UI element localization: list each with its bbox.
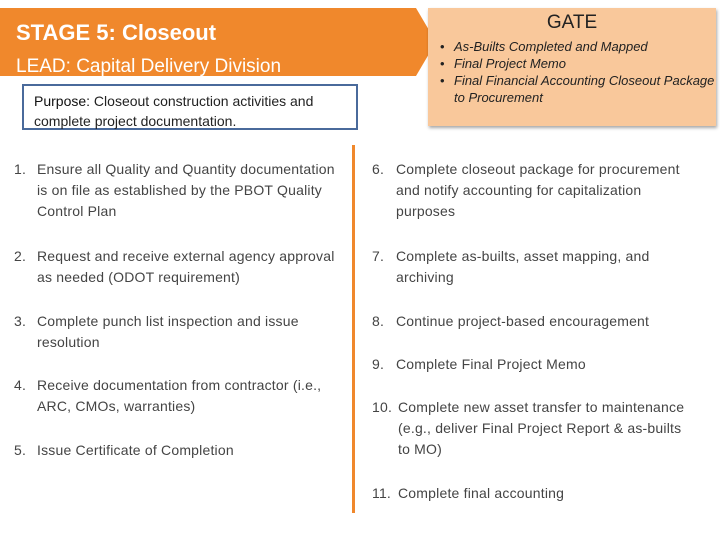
purpose-label: Purpose: <box>34 93 91 109</box>
stage-title: STAGE 5: Closeout <box>16 20 217 45</box>
column-divider <box>352 145 355 513</box>
gate-list <box>440 38 716 106</box>
step-item: 4. Receive documentation from contractor (i.e., ARC, CMOs, warranties) <box>14 377 322 414</box>
lead-title: LEAD: Capital Delivery Division <box>16 56 282 77</box>
gate-item: • As-Builts Completed and Mapped <box>440 39 648 54</box>
stage-banner <box>0 8 440 76</box>
purpose-box <box>22 84 358 130</box>
bullet-icon: • <box>440 39 445 54</box>
step-item: 9. Complete Final Project Memo <box>372 356 586 372</box>
step-item: 7. Complete as-builts, asset mapping, and archiving <box>372 248 650 285</box>
gate-item: • Final Project Memo <box>440 56 566 71</box>
gate-box <box>428 8 716 126</box>
step-item: 3. Complete punch list inspection and issue resolution <box>14 313 299 350</box>
step-item: 10. Complete new asset transfer to maintenance (e.g., deliver Final Project Report & as-builts to MO) <box>372 399 685 457</box>
step-item: 11. Complete final accounting <box>372 485 565 501</box>
step-item: 8. Continue project-based encouragement <box>372 313 650 329</box>
step-item: 2. Request and receive external agency approval as needed (ODOT requirement) <box>14 248 335 285</box>
gate-item: • Final Financial Accounting Closeout Package to Procurement <box>440 73 715 105</box>
step-item: 5. Issue Certificate of Completion <box>14 442 234 458</box>
step-item: 1. Ensure all Quality and Quantity documentation is on file as established by the PBOT Quality Control Plan <box>14 161 335 219</box>
step-item: 6. Complete closeout package for procurement and notify accounting for capitalization purposes <box>372 161 680 219</box>
bullet-icon: • <box>440 56 445 71</box>
purpose-text: Closeout construction activities and complete project documentation. <box>34 93 314 129</box>
gate-title: GATE <box>546 12 598 33</box>
bullet-icon: • <box>440 73 445 88</box>
